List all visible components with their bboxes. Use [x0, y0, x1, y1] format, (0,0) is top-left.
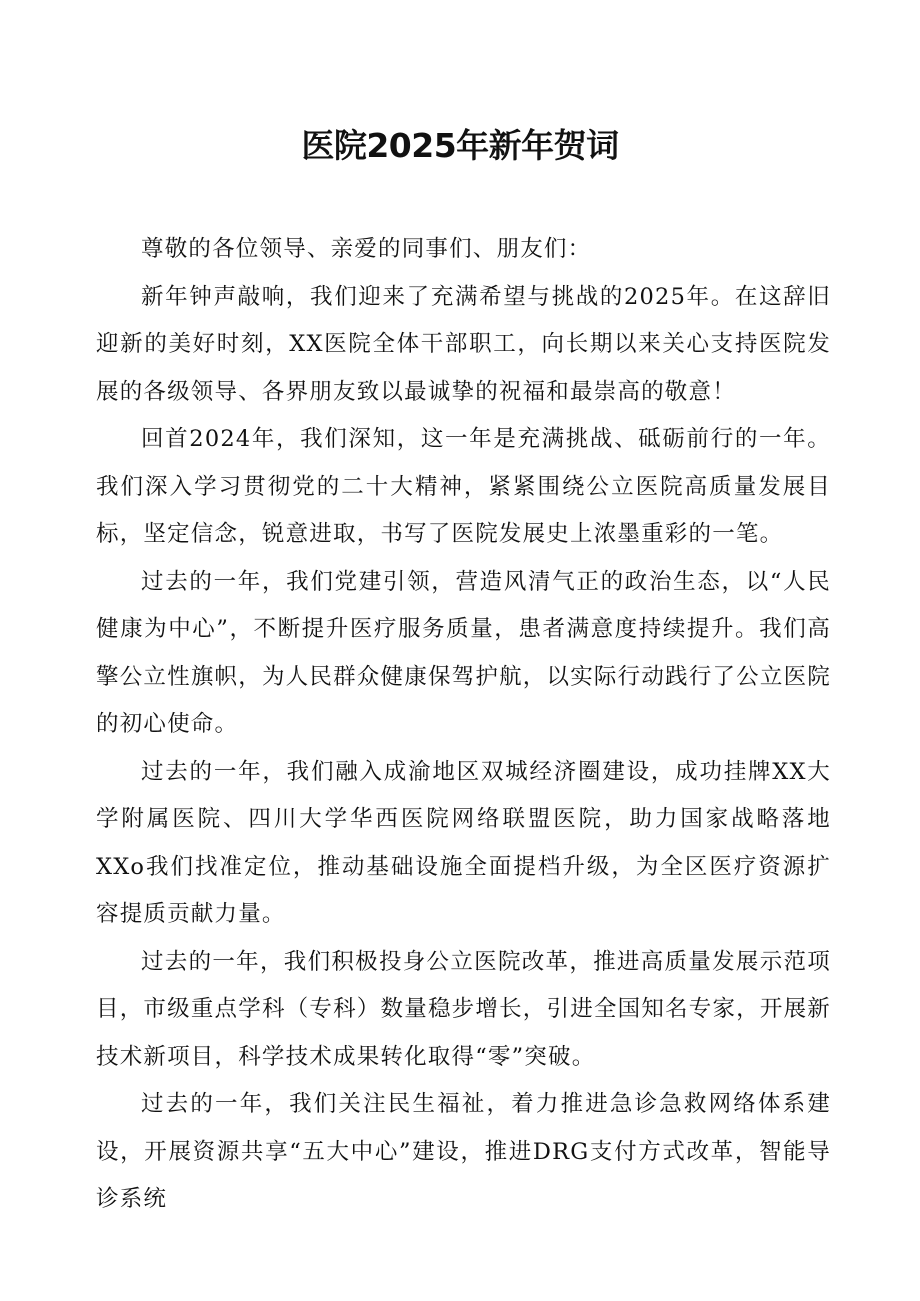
- document-body: [96, 226, 831, 1224]
- paragraph-opening: 新年钟声敲响，我们迎来了充满希望与挑战的2025年。在这辞旧迎新的美好时刻，XX医院全体干部职工，向长期以来关心支持医院发展的各级领导、各界朋友致以最诚挚的祝福和最崇高的敬意！: [96, 283, 831, 405]
- paragraph-livelihood: 过去的一年，我们关注民生福祉，着力推进急诊急救网络体系建设，开展资源共享“五大中心”建设，推进DRG支付方式改革，智能导诊系统: [96, 1091, 831, 1212]
- document-title: 医院2025年新年贺词: [301, 126, 619, 165]
- paragraph-regional-integration: 过去的一年，我们融入成渝地区双城经济圈建设，成功挂牌XX大学附属医院、四川大学华西医院网络联盟医院，助力国家战略落地XXo我们找准定位，推动基础设施全面提档升级，为全区医疗资源扩容提质贡献力量。: [96, 758, 831, 927]
- paragraph-reform: 过去的一年，我们积极投身公立医院改革，推进高质量发展示范项目，市级重点学科（专科）数量稳步增长，引进全国知名专家，开展新技术新项目，科学技术成果转化取得“零”突破。: [96, 948, 831, 1070]
- paragraph-party-building: 过去的一年，我们党建引领，营造风清气正的政治生态，以“人民健康为中心”，不断提升医疗服务质量，患者满意度持续提升。我们高擎公立性旗帜，为人民群众健康保驾护航，以实际行动践行了公立医院的初心使命。: [96, 568, 831, 737]
- paragraph-review-2024: 回首2024年，我们深知，这一年是充满挑战、砥砺前行的一年。我们深入学习贯彻党的二十大精神，紧紧围绕公立医院高质量发展目标，坚定信念，锐意进取，书写了医院发展史上浓墨重彩的一笔。: [96, 426, 831, 547]
- salutation: 尊敬的各位领导、亲爱的同事们、朋友们：: [141, 236, 592, 262]
